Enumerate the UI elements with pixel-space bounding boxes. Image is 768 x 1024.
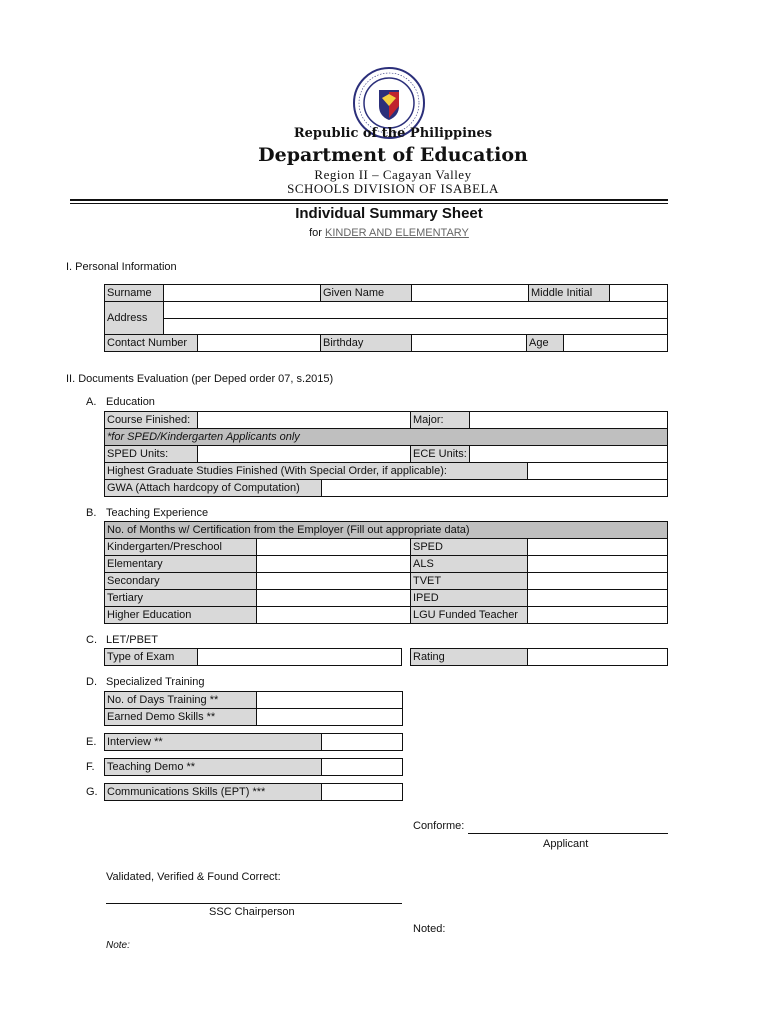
- exp-als-field[interactable]: [527, 555, 668, 573]
- gwa-label: GWA (Attach hardcopy of Computation): [104, 479, 322, 497]
- address-field-line2[interactable]: [163, 318, 668, 335]
- exp-iped-label: IPED: [410, 589, 528, 607]
- note-label: Note:: [106, 940, 130, 951]
- given-name-label: Given Name: [320, 284, 412, 302]
- exp-tvet-label: TVET: [410, 572, 528, 590]
- exp-sped-field[interactable]: [527, 538, 668, 556]
- course-finished-label: Course Finished:: [104, 411, 198, 429]
- page-subtitle: [0, 227, 768, 239]
- type-of-exam-field[interactable]: [197, 648, 402, 666]
- ssc-signature-line[interactable]: [106, 903, 402, 904]
- teaching-demo-letter: F.: [86, 761, 95, 773]
- days-training-label: No. of Days Training **: [104, 691, 257, 709]
- age-label: Age: [526, 334, 564, 352]
- ece-units-label: ECE Units:: [410, 445, 470, 463]
- exp-tvet-field[interactable]: [527, 572, 668, 590]
- sped-units-label: SPED Units:: [104, 445, 198, 463]
- exp-iped-field[interactable]: [527, 589, 668, 607]
- ssc-chairperson-label: SSC Chairperson: [209, 906, 295, 918]
- section-personal-heading: I. Personal Information: [66, 261, 177, 273]
- region-heading: Region II – Cagayan Valley: [314, 167, 472, 182]
- communication-letter: G.: [86, 786, 98, 798]
- education-heading: Education: [106, 396, 155, 408]
- conforme-label: Conforme:: [413, 820, 465, 832]
- exp-tertiary-field[interactable]: [256, 589, 411, 607]
- birthday-label: Birthday: [320, 334, 412, 352]
- graduate-studies-label: Highest Graduate Studies Finished (With Special Order, if applicable):: [104, 462, 528, 480]
- division-heading: SCHOOLS DIVISION OF ISABELA: [287, 181, 499, 196]
- major-label: Major:: [410, 411, 470, 429]
- gwa-field[interactable]: [321, 479, 668, 497]
- department-heading: Department of Education: [258, 144, 528, 166]
- teaching-table-header: No. of Months w/ Certification from the Employer (Fill out appropriate data): [104, 521, 668, 539]
- age-field[interactable]: [563, 334, 668, 352]
- noted-label: Noted:: [413, 923, 446, 935]
- teaching-heading: Teaching Experience: [106, 507, 209, 519]
- republic-heading: Republic of the Philippines: [293, 126, 493, 141]
- middle-initial-label: Middle Initial: [528, 284, 610, 302]
- ece-units-field[interactable]: [469, 445, 668, 463]
- course-finished-field[interactable]: [197, 411, 411, 429]
- days-training-field[interactable]: [256, 691, 403, 709]
- birthday-field[interactable]: [411, 334, 527, 352]
- communication-field[interactable]: [321, 783, 403, 801]
- demo-skills-label: Earned Demo Skills **: [104, 708, 257, 726]
- sped-kinder-note: *for SPED/Kindergarten Applicants only: [104, 428, 668, 446]
- subtitle-prefix: for: [309, 227, 322, 239]
- page-title: Individual Summary Sheet: [295, 205, 483, 222]
- education-letter: A.: [86, 396, 97, 408]
- sped-units-field[interactable]: [197, 445, 411, 463]
- exp-tertiary-label: Tertiary: [104, 589, 257, 607]
- exp-secondary-field[interactable]: [256, 572, 411, 590]
- teaching-letter: B.: [86, 507, 97, 519]
- training-letter: D.: [86, 676, 97, 688]
- exp-elementary-field[interactable]: [256, 555, 411, 573]
- exp-lgu-label: LGU Funded Teacher: [410, 606, 528, 624]
- exp-als-label: ALS: [410, 555, 528, 573]
- given-name-field[interactable]: [411, 284, 529, 302]
- rating-field[interactable]: [527, 648, 668, 666]
- teaching-demo-label: Teaching Demo **: [104, 758, 322, 776]
- contact-number-field[interactable]: [197, 334, 321, 352]
- interview-letter: E.: [86, 736, 97, 748]
- type-of-exam-label: Type of Exam: [104, 648, 198, 666]
- let-heading: LET/PBET: [106, 634, 158, 646]
- exp-elementary-label: Elementary: [104, 555, 257, 573]
- graduate-studies-field[interactable]: [527, 462, 668, 480]
- communication-label: Communications Skills (EPT) ***: [104, 783, 322, 801]
- let-letter: C.: [86, 634, 97, 646]
- teaching-demo-field[interactable]: [321, 758, 403, 776]
- exp-higher-ed-label: Higher Education: [104, 606, 257, 624]
- subtitle-link[interactable]: KINDER AND ELEMENTARY: [325, 227, 469, 239]
- address-label: Address: [104, 301, 164, 335]
- training-heading: Specialized Training: [106, 676, 205, 688]
- applicant-label: Applicant: [543, 838, 589, 850]
- exp-kinder-field[interactable]: [256, 538, 411, 556]
- header-rule-thin: [70, 203, 668, 204]
- exp-lgu-field[interactable]: [527, 606, 668, 624]
- surname-field[interactable]: [163, 284, 321, 302]
- section-documents-heading: II. Documents Evaluation (per Deped order 07, s.2015): [66, 373, 334, 385]
- rating-label: Rating: [410, 648, 528, 666]
- surname-label: Surname: [104, 284, 164, 302]
- exp-secondary-label: Secondary: [104, 572, 257, 590]
- exp-sped-label: SPED: [410, 538, 528, 556]
- header-rule: [70, 199, 668, 201]
- exp-kinder-label: Kindergarten/Preschool: [104, 538, 257, 556]
- validated-label: Validated, Verified & Found Correct:: [106, 871, 281, 883]
- major-field[interactable]: [469, 411, 668, 429]
- interview-label: Interview **: [104, 733, 322, 751]
- demo-skills-field[interactable]: [256, 708, 403, 726]
- contact-number-label: Contact Number: [104, 334, 198, 352]
- exp-higher-ed-field[interactable]: [256, 606, 411, 624]
- interview-field[interactable]: [321, 733, 403, 751]
- address-field-line1[interactable]: [163, 301, 668, 319]
- middle-initial-field[interactable]: [609, 284, 668, 302]
- conforme-signature-line[interactable]: [468, 833, 668, 834]
